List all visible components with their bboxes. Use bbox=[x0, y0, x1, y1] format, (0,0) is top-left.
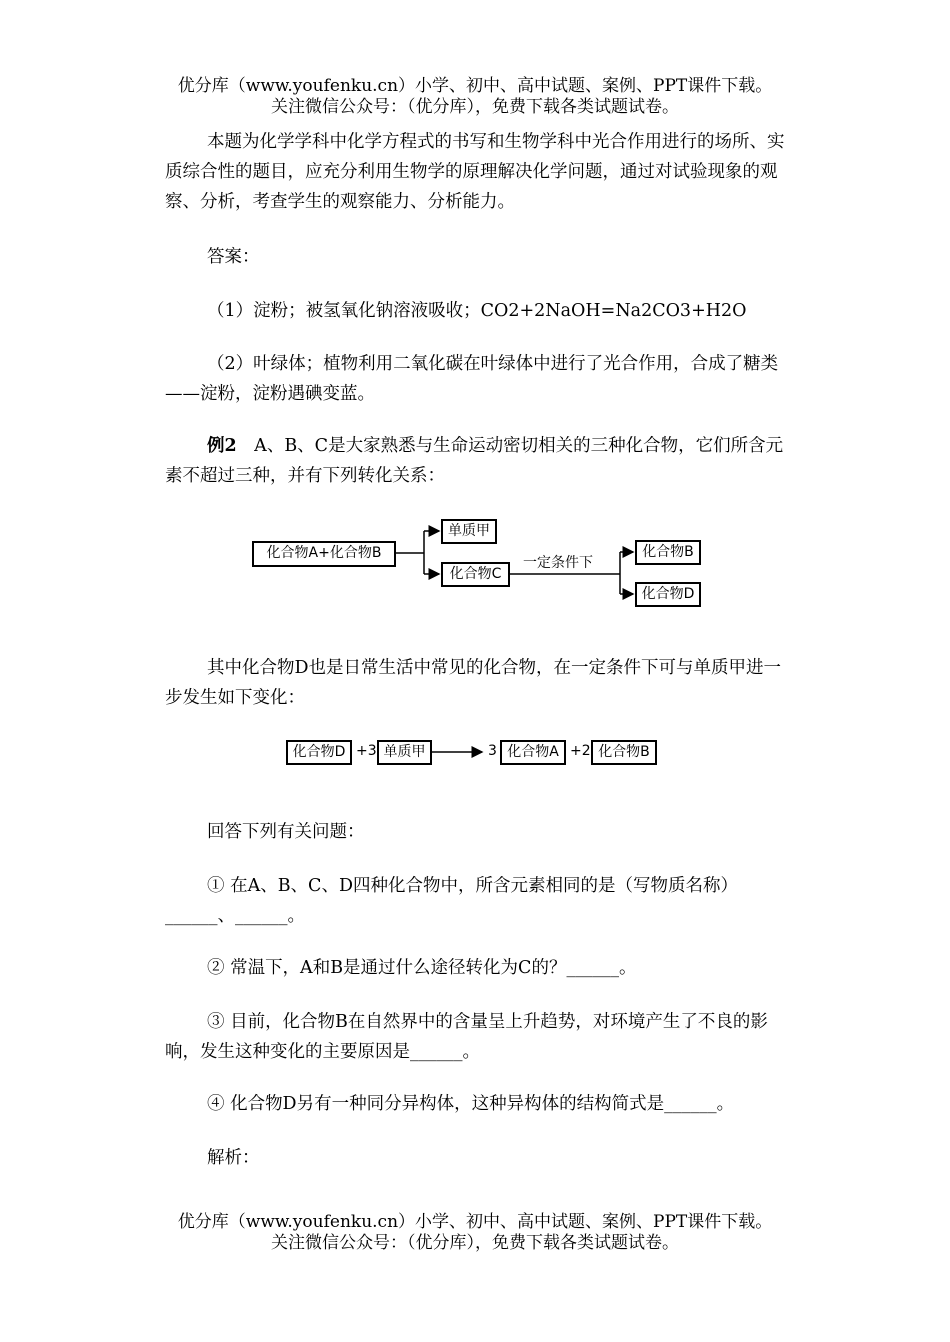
example-2-label: 例2 bbox=[207, 436, 237, 456]
reaction-box-compound-a: 化合物A bbox=[500, 740, 566, 765]
reaction-coef-plus2: +2 bbox=[570, 743, 591, 759]
reaction-box-element-jia: 单质甲 bbox=[377, 740, 432, 765]
example-2-text: A、B、C是大家熟悉与生命运动密切相关的三种化合物，它们所含元素不超过三种，并有下列转化关系： bbox=[165, 436, 784, 486]
intro-paragraph: 本题为化学学科中化学方程式的书写和生物学科中光合作用进行的场所、实质综合性的题目，应充分利用生物学的原理解决化学问题，通过对试验现象的观察、分析，考查学生的观察能力、分析能力。 bbox=[165, 132, 785, 212]
answer-label: 答案： bbox=[207, 247, 260, 267]
box-compound-d: 化合物D bbox=[635, 582, 701, 607]
reaction-coef-plus3: +3 bbox=[356, 743, 377, 759]
question-1: ① 在A、B、C、D四种化合物中，所含元素相同的是（写物质名称）______、______。 bbox=[165, 876, 738, 926]
reaction-box-compound-b: 化合物B bbox=[591, 740, 657, 765]
footer-line-2: 关注微信公众号：（优分库），免费下载各类试题试卷。 bbox=[271, 1233, 679, 1253]
answer-1: （1）淀粉；被氢氧化钠溶液吸收；CO2+2NaOH=Na2CO3+H2O bbox=[207, 301, 747, 321]
header-line-1: 优分库（www.youfenku.cn）小学、初中、高中试题、案例、PPT课件下载。 bbox=[177, 76, 773, 96]
questions-intro: 回答下列有关问题： bbox=[207, 822, 365, 842]
condition-label: 一定条件下 bbox=[523, 555, 593, 571]
reaction-coef-3: 3 bbox=[488, 743, 497, 759]
box-element-jia: 单质甲 bbox=[441, 519, 497, 544]
answer-2: （2）叶绿体；植物利用二氧化碳在叶绿体中进行了光合作用，合成了糖类——淀粉，淀粉遇碘变蓝。 bbox=[165, 354, 779, 404]
header-line-2: 关注微信公众号：（优分库），免费下载各类试题试卷。 bbox=[271, 97, 679, 117]
analysis-label: 解析： bbox=[207, 1148, 260, 1168]
footer-line-1: 优分库（www.youfenku.cn）小学、初中、高中试题、案例、PPT课件下载。 bbox=[177, 1212, 773, 1232]
compound-d-paragraph: 其中化合物D也是日常生活中常见的化合物，在一定条件下可与单质甲进一步发生如下变化： bbox=[165, 658, 782, 708]
reaction-box-compound-d: 化合物D bbox=[286, 740, 352, 765]
box-compound-c: 化合物C bbox=[441, 562, 510, 587]
question-2: ② 常温下，A和B是通过什么途径转化为C的？______。 bbox=[207, 958, 637, 978]
question-4: ④ 化合物D另有一种同分异构体，这种异构体的结构简式是______。 bbox=[207, 1094, 735, 1114]
page-header bbox=[0, 76, 950, 118]
example-2-paragraph bbox=[165, 431, 787, 491]
box-compound-a-plus-b: 化合物A+化合物B bbox=[252, 541, 396, 567]
box-compound-b: 化合物B bbox=[635, 540, 701, 565]
page-footer bbox=[0, 1212, 950, 1254]
question-3: ③ 目前，化合物B在自然界中的含量呈上升趋势，对环境产生了不良的影响，发生这种变化的主要原因是______。 bbox=[165, 1012, 768, 1062]
